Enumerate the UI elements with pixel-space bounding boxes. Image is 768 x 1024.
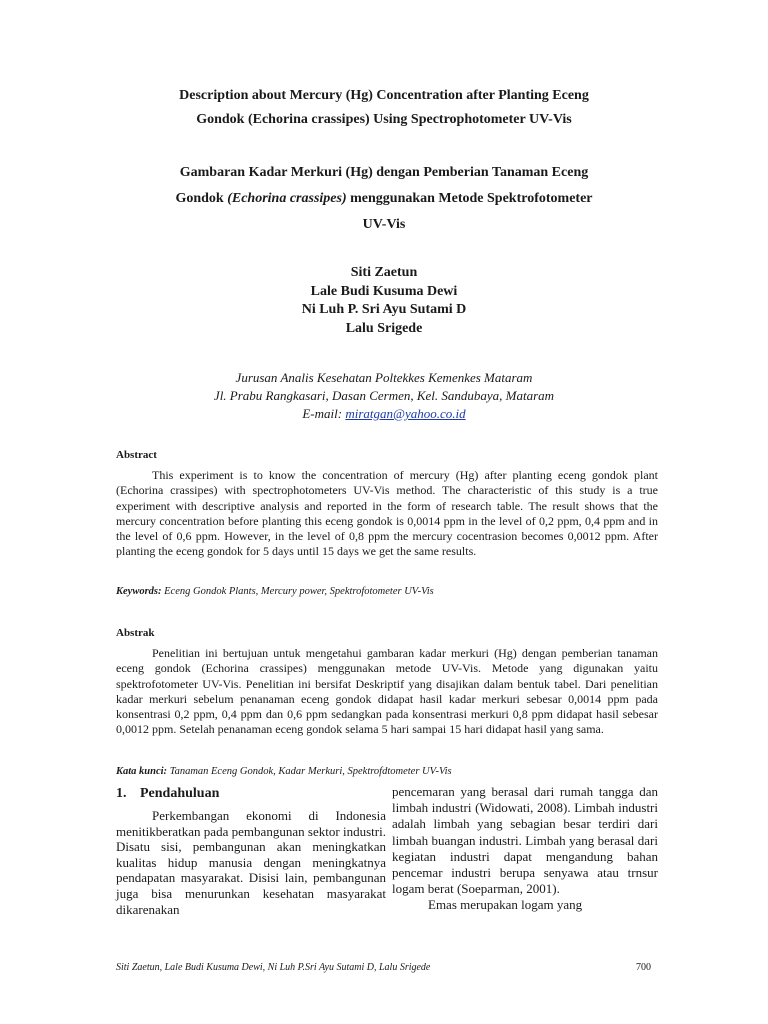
title-indonesian-species: (Echorina crassipes)	[227, 191, 347, 206]
affiliation-email-line	[110, 405, 658, 423]
title-indonesian-line2-a: Gondok	[175, 191, 228, 206]
right-column-paragraph	[392, 897, 658, 913]
affiliation	[110, 369, 658, 423]
abstract-heading: Abstract	[116, 449, 157, 461]
section-number: 1.	[116, 786, 127, 801]
email-link[interactable]: miratgan@yahoo.co.id	[345, 406, 466, 421]
affiliation-line1: Jurusan Analis Kesehatan Poltekkes Kemenkes Mataram	[235, 370, 533, 385]
right-column-paragraph: pencemaran yang berasal dari rumah tangga dan limbah industri (Widowati, 2008). Limbah industri adalah limbah yang sebagian besar terdiri dari limbah buangan industri. Limbah yang berasal dari kegiatan industri dapat mengandung bahan pencemar industri berupa senyawa atau trnsur logam berat (Soeparman, 2001).	[392, 784, 658, 897]
author-name: Lale Budi Kusuma Dewi	[310, 283, 458, 299]
section-heading	[116, 786, 219, 802]
kata-kunci-text: Tanaman Eceng Gondok, Kadar Merkuri, Spektrofdtometer UV-Vis	[167, 766, 452, 777]
section-title: Pendahuluan	[140, 786, 220, 801]
abstract-keywords	[116, 586, 658, 597]
right-column	[392, 784, 658, 914]
footer-authors: Siti Zaetun, Lale Budi Kusuma Dewi, Ni Luh P.Sri Ayu Sutami D, Lalu Srigede	[116, 962, 431, 973]
abstrak-heading: Abstrak	[116, 627, 155, 639]
page-number: 700	[636, 962, 651, 973]
title-indonesian-line2	[110, 186, 658, 212]
abstrak-keywords	[116, 766, 658, 777]
left-column-text: Perkembangan ekonomi di Indonesia menitikberatkan pada pembangunan sektor industri. Disatu sisi, pembangunan akan meningkatkan kualitas hidup manusia dengan meningkatnya pendapatan masyarakat. Disisi lain, pembangunan juga bisa menurunkan kesehatan masyarakat dikarenakan	[116, 808, 386, 917]
title-indonesian-line3: UV-Vis	[362, 217, 406, 232]
author-name: Siti Zaetun	[350, 265, 418, 280]
author-name: Lalu Srigede	[345, 320, 423, 336]
title-indonesian	[110, 160, 658, 238]
right-column-text2: Emas merupakan logam yang	[428, 897, 583, 913]
keywords-text: Eceng Gondok Plants, Mercury power, Spektrofotometer UV-Vis	[161, 586, 434, 597]
title-english-line1: Description about Mercury (Hg) Concentration after Planting Eceng	[179, 88, 589, 103]
title-english	[110, 84, 658, 132]
affiliation-line2: Jl. Prabu Rangkasari, Dasan Cermen, Kel. Sandubaya, Mataram	[213, 388, 555, 403]
author-name: Ni Luh P. Sri Ayu Sutami D	[301, 302, 467, 317]
left-column	[116, 808, 386, 917]
email-label: E-mail:	[302, 406, 346, 421]
abstract-body	[116, 468, 658, 560]
author-list	[110, 264, 658, 338]
keywords-label: Keywords:	[116, 586, 162, 597]
title-english-line2: Gondok (Echorina crassipes) Using Spectrophotometer UV-Vis	[196, 112, 572, 127]
title-indonesian-line1: Gambaran Kadar Merkuri (Hg) dengan Pemberian Tanaman Eceng	[179, 165, 589, 180]
abstrak-body	[116, 646, 658, 738]
title-indonesian-line2-c: menggunakan Metode Spektrofotometer	[346, 191, 593, 206]
abstrak-text: Penelitian ini bertujuan untuk mengetahui gambaran kadar merkuri (Hg) dengan pemberian tanaman eceng gondok (Echorina crassipes) menggunakan metode UV-Vis. Metode yang digunakan yaitu spektrofotometer UV-Vis. Penelitian ini bersifat Deskriptif yang disajikan dalam bentuk tabel. Dari penelitian kadar merkuri sebelum penanaman eceng gondok didapat hasil kadar merkuri sebesar 0,0014 ppm pada konsentrasi 0,2 ppm, 0,4 ppm dan 0,6 ppm sedangkan pada konsentrasi merkuri 0,8 ppm didapat hasil sebesar 0,0012 ppm. Setelah penanaman eceng gondok selama 5 hari sampai 15 hari didapat hasil yang sama.	[116, 646, 658, 737]
abstract-text: This experiment is to know the concentration of mercury (Hg) after planting eceng gondok plant (Echorina crassipes) with spectrophotometers UV-Vis method. The characteristic of this study is a true experiment with descriptive analysis and reported in the form of research table. The result shows that the mercury concentration before planting this eceng gondok is 0,0014 ppm in the level of 0,2 ppm, 0,4 ppm and in the level of 0,6 ppm. However, in the level of 0,8 ppm the mercury cocentrasion becomes 0,0012 ppm. After planting the eceng gondok for 5 days until 15 days we get the same results.	[116, 468, 658, 559]
kata-kunci-label: Kata kunci:	[116, 766, 168, 777]
